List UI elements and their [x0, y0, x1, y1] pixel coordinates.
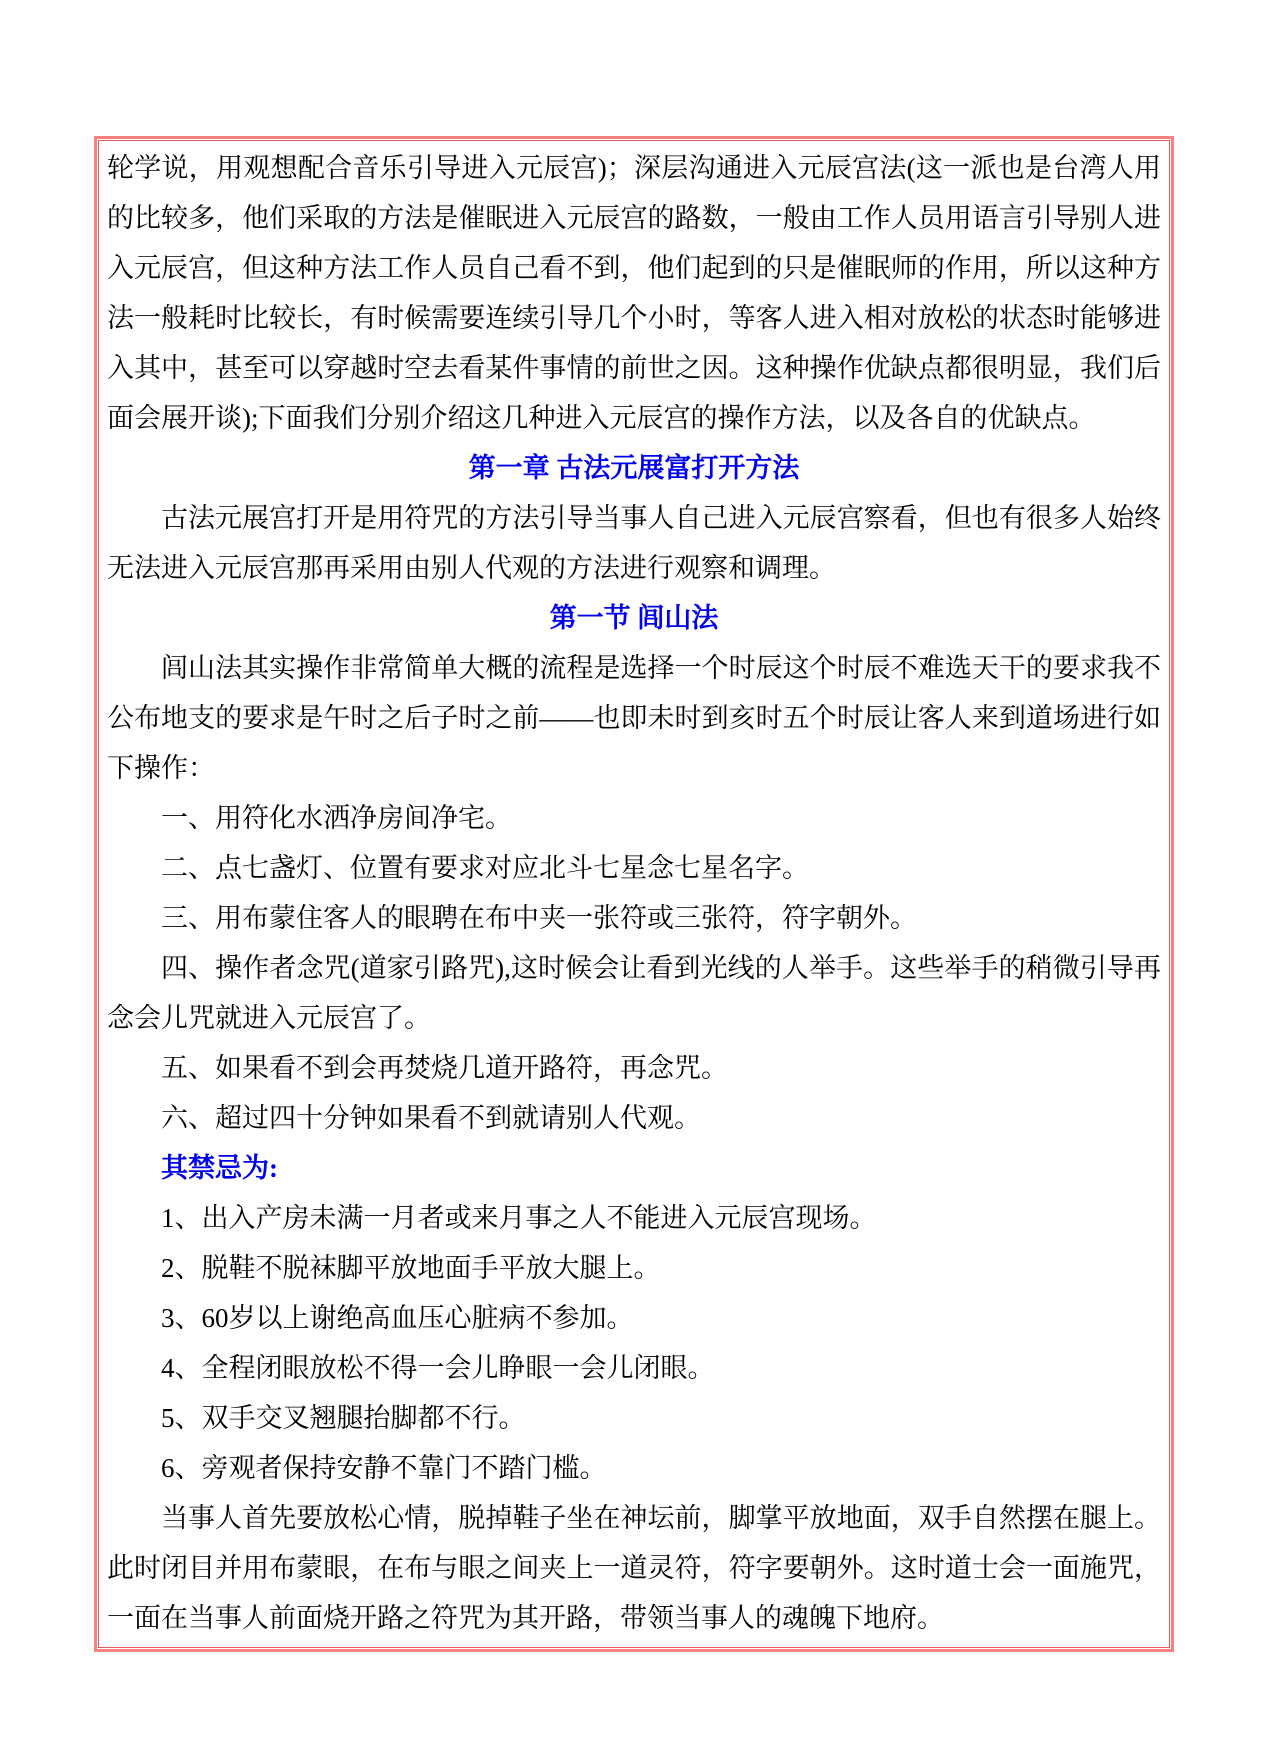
- list-item-5: 五、如果看不到会再焚烧几道开路符，再念咒。: [161, 1053, 728, 1083]
- page-border-frame: [94, 136, 1174, 1652]
- taboo-item-4: 4、全程闭眼放松不得一会儿睁眼一会儿闭眼。: [161, 1353, 715, 1383]
- closing-paragraph: 当事人首先要放松心情，脱掉鞋子坐在神坛前，脚掌平放地面，双手自然摆在腿上。此时闭目并用布蒙眼，在布与眼之间夹上一道灵符，符字要朝外。这时道士会一面施咒，一面在当事人前面烧开路之符咒为其开路，带领当事人的魂魄下地府。: [107, 1503, 1161, 1633]
- list-item-3: 三、用布蒙住客人的眼聘在布中夹一张符或三张符，符字朝外。: [161, 903, 917, 933]
- paragraph-chapter-intro: 古法元展宫打开是用符咒的方法引导当事人自己进入元辰宫察看，但也有很多人始终无法进入元辰宫那再采用由别人代观的方法进行观察和调理。: [107, 503, 1161, 583]
- list-item-6: 六、超过四十分钟如果看不到就请别人代观。: [161, 1103, 701, 1133]
- document-page: [98, 140, 1170, 1648]
- taboo-item-1: 1、出入产房未满一月者或来月事之人不能进入元辰宫现场。: [161, 1203, 877, 1233]
- list-item-1: 一、用符化水洒净房间净宅。: [161, 803, 512, 833]
- paragraph-continuation: 轮学说，用观想配合音乐引导进入元辰宫)；深层沟通进入元辰宫法(这一派也是台湾人用的比较多，他们采取的方法是催眠进入元辰宫的路数，一般由工作人员用语言引导别人进入元辰宫，但这种方法工作人员自己看不到，他们起到的只是催眠师的作用，所以这种方法一般耗时比较长，有时候需要连续引导几个小时，等客人进入相对放松的状态时能够进入其中，甚至可以穿越时空去看某件事情的前世之因。这种操作优缺点都很明显，我们后面会展开谈);下面我们分别介绍这几种进入元辰宫的操作方法，以及各自的优缺点。: [107, 153, 1161, 433]
- paragraph-section-intro: 闾山法其实操作非常简单大概的流程是选择一个时辰这个时辰不难选天干的要求我不公布地支的要求是午时之后子时之前——也即未时到亥时五个时辰让客人来到道场进行如下操作：: [107, 653, 1161, 783]
- taboo-item-6: 6、旁观者保持安静不靠门不踏门槛。: [161, 1453, 607, 1483]
- taboo-heading: 其禁忌为:: [161, 1153, 278, 1183]
- section-heading: 第一节 闾山法: [549, 603, 719, 633]
- chapter-heading: 第一章 古法元展富打开方法: [468, 453, 800, 483]
- list-item-4: 四、操作者念咒(道家引路咒),这时候会让看到光线的人举手。这些举手的稍微引导再念会儿咒就进入元辰宫了。: [107, 953, 1161, 1033]
- list-item-2: 二、点七盏灯、位置有要求对应北斗七星念七星名字。: [161, 853, 809, 883]
- taboo-item-3: 3、60岁以上谢绝高血压心脏病不参加。: [161, 1303, 634, 1333]
- taboo-item-5: 5、双手交叉翘腿抬脚都不行。: [161, 1403, 526, 1433]
- taboo-item-2: 2、脱鞋不脱袜脚平放地面手平放大腿上。: [161, 1253, 661, 1283]
